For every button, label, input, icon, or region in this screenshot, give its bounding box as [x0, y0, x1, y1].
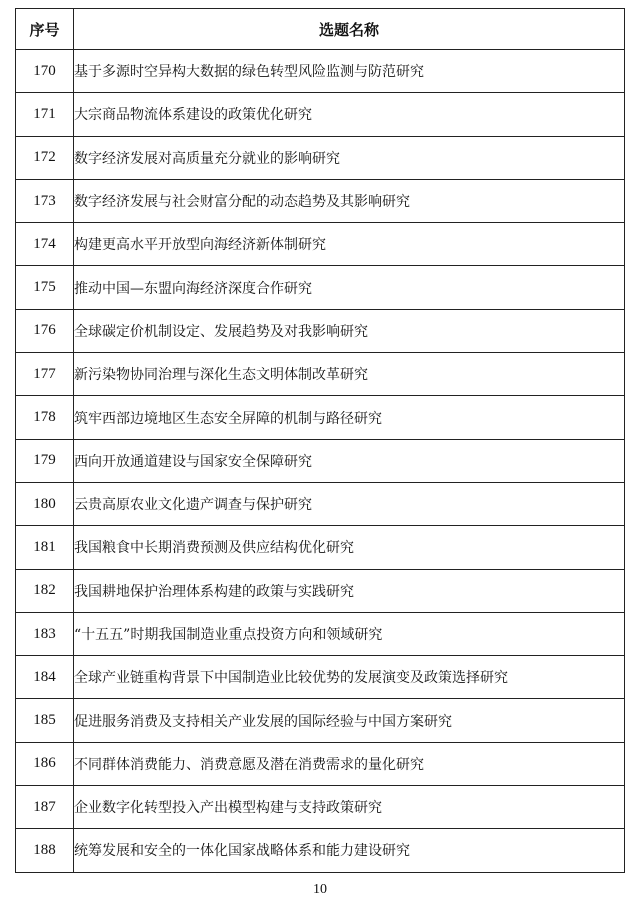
row-number: 170	[16, 50, 74, 93]
row-number: 180	[16, 482, 74, 525]
row-number: 174	[16, 223, 74, 266]
table-row	[16, 309, 625, 352]
table-row	[16, 93, 625, 136]
table-row	[16, 742, 625, 785]
row-number: 184	[16, 656, 74, 699]
row-number: 185	[16, 699, 74, 742]
table-row	[16, 612, 625, 655]
row-number: 175	[16, 266, 74, 309]
row-number: 182	[16, 569, 74, 612]
row-number: 172	[16, 136, 74, 179]
table-row	[16, 482, 625, 525]
row-topic-name: 企业数字化转型投入产出模型构建与支持政策研究	[74, 786, 625, 829]
table-row	[16, 656, 625, 699]
table-row	[16, 50, 625, 93]
page-number: 10	[313, 882, 327, 897]
row-topic-name: 统筹发展和安全的一体化国家战略体系和能力建设研究	[74, 829, 625, 872]
row-topic-name: 基于多源时空异构大数据的绿色转型风险监测与防范研究	[74, 50, 625, 93]
table-row	[16, 699, 625, 742]
row-topic-name: 我国耕地保护治理体系构建的政策与实践研究	[74, 569, 625, 612]
row-topic-name: 构建更高水平开放型向海经济新体制研究	[74, 223, 625, 266]
table-row	[16, 266, 625, 309]
table-row	[16, 526, 625, 569]
row-number: 178	[16, 396, 74, 439]
row-topic-name: 数字经济发展与社会财富分配的动态趋势及其影响研究	[74, 179, 625, 222]
row-topic-name: 数字经济发展对高质量充分就业的影响研究	[74, 136, 625, 179]
table-row	[16, 786, 625, 829]
row-topic-name: 西向开放通道建设与国家安全保障研究	[74, 439, 625, 482]
row-topic-name: 不同群体消费能力、消费意愿及潜在消费需求的量化研究	[74, 742, 625, 785]
row-topic-name: 全球产业链重构背景下中国制造业比较优势的发展演变及政策选择研究	[74, 656, 625, 699]
row-topic-name: 云贵高原农业文化遗产调查与保护研究	[74, 482, 625, 525]
row-number: 187	[16, 786, 74, 829]
table-row	[16, 136, 625, 179]
topics-table	[15, 8, 625, 873]
row-topic-name: 全球碳定价机制设定、发展趋势及对我影响研究	[74, 309, 625, 352]
row-topic-name: 我国粮食中长期消费预测及供应结构优化研究	[74, 526, 625, 569]
row-number: 188	[16, 829, 74, 872]
row-topic-name: 新污染物协同治理与深化生态文明体制改革研究	[74, 353, 625, 396]
header-name: 选题名称	[74, 9, 625, 50]
table-row	[16, 396, 625, 439]
row-number: 186	[16, 742, 74, 785]
table-header-row	[16, 9, 625, 50]
row-topic-name: 促进服务消费及支持相关产业发展的国际经验与中国方案研究	[74, 699, 625, 742]
row-number: 176	[16, 309, 74, 352]
table-row	[16, 569, 625, 612]
row-topic-name: “十五五”时期我国制造业重点投资方向和领域研究	[74, 612, 625, 655]
row-topic-name: 推动中国—东盟向海经济深度合作研究	[74, 266, 625, 309]
row-number: 177	[16, 353, 74, 396]
table-row	[16, 223, 625, 266]
table-row	[16, 179, 625, 222]
table-row	[16, 829, 625, 872]
table-row	[16, 439, 625, 482]
row-topic-name: 筑牢西部边境地区生态安全屏障的机制与路径研究	[74, 396, 625, 439]
header-number: 序号	[16, 9, 74, 50]
table-row	[16, 353, 625, 396]
row-topic-name: 大宗商品物流体系建设的政策优化研究	[74, 93, 625, 136]
row-number: 183	[16, 612, 74, 655]
table-body	[16, 50, 625, 873]
row-number: 173	[16, 179, 74, 222]
row-number: 181	[16, 526, 74, 569]
row-number: 179	[16, 439, 74, 482]
row-number: 171	[16, 93, 74, 136]
